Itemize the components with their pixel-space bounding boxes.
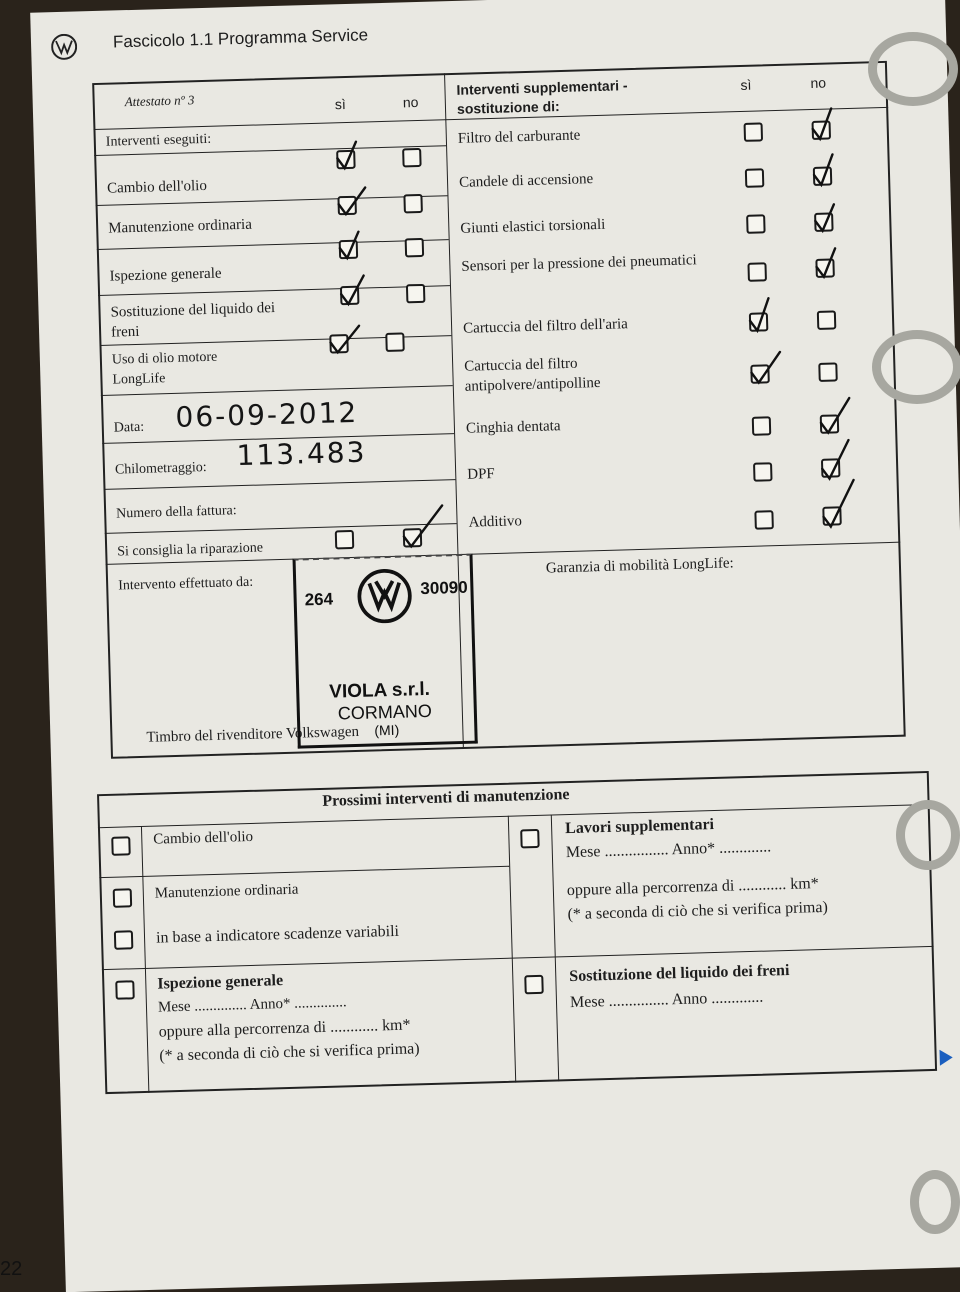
oil-change-yes-checkbox[interactable]: [336, 150, 356, 170]
general-inspection-label: Ispezione generale: [109, 265, 222, 285]
brake-fluid-label: Sostituzione del liquido dei freni: [110, 300, 276, 341]
brake-fluid-no-checkbox[interactable]: [406, 284, 426, 304]
air-filter-no-checkbox[interactable]: [817, 310, 837, 330]
repair-recommended-label: Si consiglia la riparazione: [117, 540, 264, 560]
tire-pressure-sensors-no-checkbox[interactable]: [815, 258, 835, 278]
stamp-company: VIOLA s.r.l.: [328, 678, 431, 703]
dpf-yes-checkbox[interactable]: [753, 462, 773, 482]
mobility-guarantee-label: Garanzia di mobilità LongLife:: [545, 555, 734, 577]
stamp-city: CORMANO: [337, 700, 433, 724]
stamp-code-left: 264: [304, 589, 334, 610]
oil-change-label: Cambio dell'olio: [106, 177, 208, 197]
attestation-number: Attestato nº 3: [124, 92, 195, 110]
dealer-stamp: [293, 554, 478, 749]
next-inspection-checkbox[interactable]: [115, 980, 135, 1000]
yes-column-header-right: sì: [740, 76, 752, 93]
supplementary-heading: Interventi supplementari - sostituzione di:: [456, 77, 628, 117]
binder-ring-icon: [896, 800, 960, 870]
oil-change-no-checkbox[interactable]: [402, 148, 422, 168]
spark-plugs-label: Candele di accensione: [458, 171, 594, 191]
next-extra-work-note: (* a seconda di ciò che si verifica prima): [567, 898, 829, 924]
cabin-filter-no-checkbox[interactable]: [818, 362, 838, 382]
stamp-vw-logo-icon: [356, 567, 414, 625]
dpf-no-checkbox[interactable]: [821, 458, 841, 478]
brake-fluid-yes-checkbox[interactable]: [340, 286, 360, 306]
binder-ring-icon: [910, 1170, 960, 1234]
no-column-header-right: no: [810, 74, 827, 92]
vw-logo-icon: [51, 33, 78, 60]
repair-recommended-yes-checkbox[interactable]: [335, 530, 355, 550]
spark-plugs-yes-checkbox[interactable]: [745, 168, 765, 188]
timing-belt-yes-checkbox[interactable]: [752, 416, 772, 436]
next-ordinary-maintenance-label: Manutenzione ordinaria: [154, 881, 299, 902]
cabin-filter-yes-checkbox[interactable]: [750, 364, 770, 384]
spark-plugs-no-checkbox[interactable]: [813, 166, 833, 186]
binder-ring-icon: [872, 330, 960, 404]
mileage-label: Chilometraggio:: [114, 460, 207, 478]
next-inspection-month-year: Mese .............. Anno* ..............: [157, 994, 347, 1016]
cabin-filter-label: Cartuccia del filtro antipolvere/antipolline: [464, 355, 601, 395]
invoice-number-label: Numero della fattura:: [115, 503, 237, 522]
next-inspection-note: (* a seconda di ciò che si verifica prima): [159, 1040, 420, 1065]
additive-yes-checkbox[interactable]: [754, 510, 774, 530]
longlife-oil-label: Uso di olio motore LongLife: [111, 349, 218, 388]
date-value: 06-09-2012: [175, 395, 359, 434]
next-variable-schedule-checkbox[interactable]: [114, 930, 134, 950]
date-label: Data:: [113, 419, 145, 436]
performed-services-heading: Interventi eseguiti:: [105, 131, 212, 150]
next-page-arrow-icon: [939, 1049, 952, 1065]
next-variable-schedule-label: in base a indicatore scadenze variabili: [155, 922, 400, 947]
mileage-value: 113.483: [236, 435, 367, 473]
fuel-filter-label: Filtro del carburante: [457, 127, 581, 147]
next-extra-work-month-year: Mese ................ Anno* .............: [565, 838, 772, 862]
next-services-heading: Prossimi interventi di manutenzione: [322, 786, 570, 810]
general-inspection-yes-checkbox[interactable]: [339, 240, 359, 260]
no-column-header: no: [402, 93, 419, 111]
dpf-label: DPF: [467, 465, 495, 483]
next-brake-fluid-label: Sostituzione del liquido dei freni: [569, 961, 790, 986]
ordinary-maintenance-yes-checkbox[interactable]: [337, 196, 357, 216]
general-inspection-no-checkbox[interactable]: [405, 238, 425, 258]
longlife-oil-no-checkbox[interactable]: [385, 332, 405, 352]
torsional-joints-label: Giunti elastici torsionali: [460, 216, 606, 237]
next-extra-work-mileage: oppure alla percorrenza di ............ km*: [566, 875, 819, 900]
next-brake-fluid-checkbox[interactable]: [524, 975, 544, 995]
additive-no-checkbox[interactable]: [822, 506, 842, 526]
ordinary-maintenance-no-checkbox[interactable]: [403, 194, 423, 214]
binder-ring-icon: [868, 32, 958, 106]
service-booklet-page: [30, 0, 960, 1292]
air-filter-yes-checkbox[interactable]: [749, 312, 769, 332]
torsional-joints-no-checkbox[interactable]: [814, 212, 834, 232]
fuel-filter-yes-checkbox[interactable]: [744, 122, 764, 142]
timing-belt-label: Cinghia dentata: [465, 418, 561, 437]
repair-recommended-no-checkbox[interactable]: [403, 528, 423, 548]
next-extra-work-checkbox[interactable]: [520, 829, 540, 849]
page-title: Fascicolo 1.1 Programma Service: [112, 25, 369, 52]
timing-belt-no-checkbox[interactable]: [820, 414, 840, 434]
tire-pressure-sensors-label: Sensori per la pressione dei pneumatici: [461, 252, 697, 275]
stamp-code-right: 30090: [420, 577, 468, 599]
next-oil-change-label: Cambio dell'olio: [153, 828, 254, 848]
additive-label: Additivo: [468, 513, 523, 531]
tire-pressure-sensors-yes-checkbox[interactable]: [747, 262, 767, 282]
dealer-stamp-label: Timbro del rivenditore Volkswagen: [146, 723, 360, 746]
fuel-filter-no-checkbox[interactable]: [812, 120, 832, 140]
ordinary-maintenance-label: Manutenzione ordinaria: [108, 216, 253, 237]
air-filter-label: Cartuccia del filtro dell'aria: [462, 316, 629, 337]
next-oil-change-checkbox[interactable]: [111, 836, 131, 856]
next-inspection-mileage: oppure alla percorrenza di ............ km*: [158, 1016, 411, 1041]
stamp-province: (MI): [374, 721, 400, 739]
next-inspection-label: Ispezione generale: [157, 972, 284, 993]
next-ordinary-maintenance-checkbox[interactable]: [113, 888, 133, 908]
torsional-joints-yes-checkbox[interactable]: [746, 214, 766, 234]
yes-column-header: sì: [334, 96, 346, 113]
next-extra-work-label: Lavori supplementari: [564, 816, 715, 838]
longlife-oil-yes-checkbox[interactable]: [329, 334, 349, 354]
next-brake-fluid-month-year: Mese ............... Anno .............: [569, 988, 764, 1012]
page-number: 22: [0, 1258, 23, 1280]
performed-by-label: Intervento effettuato da:: [118, 574, 254, 594]
